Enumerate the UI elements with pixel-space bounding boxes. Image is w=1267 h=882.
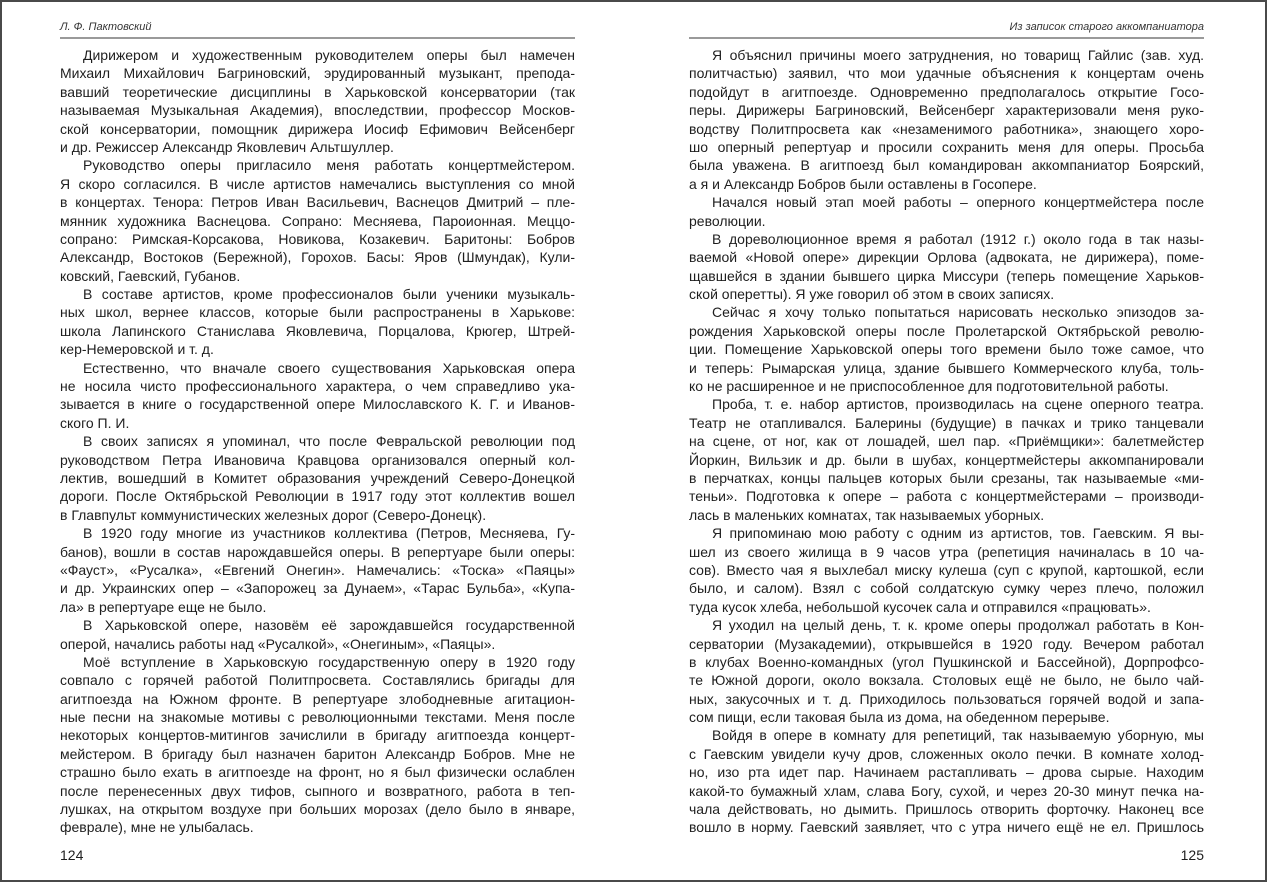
text-line: банов), вошли в состав нарождавшейся оперы. В репертуаре были оперы: (60, 543, 575, 560)
text-line: ваемой «Новой опере» дирекции Орлова (адвоката, не дирижера), поме- (689, 249, 1204, 266)
text-line: чала действовать, но дымить. Пришлось отворить форточку. Наконец все (689, 801, 1204, 818)
text-line: Я объяснил причины моего затруднения, но товарищ Гайлис (зав. худ. (712, 47, 1204, 63)
page-number: 125 (1180, 847, 1204, 863)
text-line: и др. Режиссер Александр Яковлевич Альтшуллер. (60, 138, 394, 155)
text-line: Начался новый этап моей работы – оперного концертмейстера после (712, 194, 1204, 211)
left-page (60, 0, 575, 882)
text-line: сом пищи, если таковая была из дома, на обеденном перерыве. (689, 709, 1110, 726)
text-line: руководством Петра Ивановича Кравцова организовался оперный кол- (60, 451, 575, 468)
text-line: некоторых концертов-митингов зачислили в бригаду агитпоезда концерт- (60, 727, 575, 744)
text-line: теньи». Подготовка к опере – работа с концертмейстерами – производи- (689, 488, 1204, 505)
header-rule (689, 37, 1204, 39)
text-line: но, изо рта идет пар. Начинаем растапливать – дрова сырые. Находим (689, 764, 1204, 781)
text-line: Александр, Востоков (Бережной), Горохов. Басы: Яров (Шмундак), Кули- (60, 249, 575, 266)
text-line: В дореволюционное время я работал (1912 г.) около года в так назы- (712, 230, 1204, 247)
text-line: в перчатках, концы пальцев которых были срезаны, так называемые «ми- (689, 469, 1204, 486)
text-line: В составе артистов, кроме профессионалов были ученики музыкаль- (83, 286, 575, 303)
text-line: в концертах. Тенора: Петров Иван Васильевич, Васнецов Дмитрий – пле- (60, 194, 575, 211)
text-line: не носила чисто профессионального характера, о чем справедливо ука- (60, 378, 575, 395)
text-line: на сцене, от ног, как от лошадей, шел пар. «Приёмщики»: балетмейстер (689, 433, 1204, 450)
text-line: называемая Музыкальная Академия), впоследствии, профессор Москов- (60, 102, 575, 119)
text-line: ской оперетты). Я уже говорил об этом в своих записях. (689, 286, 1055, 303)
text-line: ных школ, вернее классов, которые были распространены в Харькове: (60, 304, 575, 321)
paragraph (60, 653, 575, 837)
text-line: сов). Вместо чая я выхлебал миску кулеша (суп с крупой, картошкой, если (689, 561, 1204, 578)
page-number: 124 (60, 847, 84, 863)
text-line: Театр не отапливался. Балерины (будущие) в пачках и трико танцевали (689, 414, 1204, 431)
text-line: Руководство оперы пригласило меня работать концертмейстером. (83, 157, 575, 174)
text-line: дороги. После Октябрьской Революции в 1917 году этот коллектив вошел (60, 488, 575, 505)
text-line: лектив, вошедший в Комитет образования учреждений Северо-Донецкой (60, 469, 575, 486)
text-line: перы. Дирижеры Багриновский, Вейсенберг характеризовали меня руко- (689, 102, 1204, 119)
text-line: была уважена. В агитпоезд был командирован аккомпаниатор Боярский, (689, 157, 1204, 174)
text-line: мейстером. В бригаду был назначен баритон Александр Бобров. Мне не (60, 745, 575, 762)
text-line: мянник художника Васнецова. Сопрано: Месняева, Пароионная. Меццо- (60, 212, 575, 229)
text-line: Моё вступление в Харьковскую государственную оперу в 1920 году (83, 653, 575, 670)
text-line: лушках, на открытом воздухе при больших морозах (дело было в январе, (60, 801, 575, 818)
text-line: вошло в норму. Гаевский заявляет, что с утра ничего ещё не ел. Пришлось (689, 819, 1204, 836)
text-line: щавшейся в здании бывшего цирка Миссури (теперь помещение Харьков- (689, 267, 1204, 284)
text-line: шо оперный репертуар и просили сохранить меня для оперы. Просьба (689, 138, 1204, 155)
paragraph (60, 156, 575, 285)
text-line: ные песни на знакомые мотивы с революционными текстами. Меня после (60, 709, 575, 726)
paragraph (60, 616, 575, 653)
text-line: рождения Харьковской оперы после Пролетарской Октябрьской револю- (689, 322, 1204, 339)
paragraph (689, 303, 1204, 395)
running-head-title: Из записок старого аккомпаниатора (1009, 21, 1204, 33)
text-line: ко не расширенное и не приспособленное для подготовительной работы. (689, 378, 1169, 395)
text-line: и др. Украинских опер – «Запорожец за Дунаем», «Тарас Бульба», «Купа- (60, 580, 575, 597)
header-rule (60, 37, 575, 39)
text-line: и теперь: Рымарская улица, здание бывшего Коммерческого клуба, толь- (689, 359, 1204, 376)
text-line: шел из своего жилища в 9 часов утра (репетиция начиналась в 10 ча- (689, 543, 1204, 560)
text-line: Войдя в опере в комнату для репетиций, так называемую уборную, мы (712, 727, 1204, 744)
text-line: Сейчас я хочу только попытаться нарисовать несколько эпизодов за- (712, 304, 1204, 321)
text-line: ных, закусочных и т. д. Приходилось пользоваться горячей водой и запа- (689, 690, 1204, 707)
text-line: после перенесенных двух тифов, сыпного и возвратного, работа в теп- (60, 782, 575, 799)
text-line: ла» в репертуаре еще не было. (60, 598, 267, 615)
text-line: ции. Помещение Харьковской оперы того времени было тоже самое, что (689, 341, 1204, 358)
text-line: водству Политпросвета как «незаменимого работника», знающего хоро- (689, 120, 1204, 137)
text-line: зывается в книге о государственной опере Милославского К. Г. и Иванов- (60, 396, 575, 413)
text-line: туда кусок хлеба, небольшой кусочек сала и отправился «працювать». (689, 598, 1151, 615)
text-line: в Главпульт коммунистических железных дорог (Северо-Донецк). (60, 506, 487, 523)
text-line: школа Лапинского Станислава Яковлевича, Порцалова, Крюгер, Штрей- (60, 322, 575, 339)
text-line: Дирижером и художественным руководителем оперы был намечен (83, 47, 575, 63)
text-line: было, и салом). Взял с собой солдатскую сумку через плечо, положил (689, 580, 1204, 597)
paragraph (60, 46, 575, 156)
paragraph (689, 726, 1204, 836)
paragraph (60, 432, 575, 524)
text-line: серватории (Музакадемии), открывшейся в 1920 году. Вечером работал (689, 635, 1204, 652)
text-line: В 1920 году многие из участников коллектива (Петров, Месняева, Гу- (83, 525, 575, 542)
text-line: Я скоро согласился. В числе артистов намечались выступления со мной (60, 175, 575, 192)
text-line: лась в маленьких комнатах, так называемых уборных. (689, 506, 1045, 523)
text-line: «Фауст», «Русалка», «Евгений Онегин». Намечались: «Тоска» «Паяцы» (60, 561, 575, 578)
paragraph (60, 524, 575, 616)
text-line: агитпоезда на Южном фронте. В репертуаре злободневные агитацион- (60, 690, 575, 707)
text-line: а я и Александр Бобров были оставлены в Госопере. (689, 175, 1037, 192)
text-line: сопрано: Римская-Корсакова, Новикова, Козакевич. Баритоны: Бобров (60, 230, 575, 247)
text-line: Я уходил на целый день, т. к. кроме оперы продолжал работать в Кон- (712, 617, 1204, 634)
text-line: Я припоминаю мою работу с одним из артистов, тов. Гаевским. Я вы- (712, 525, 1204, 542)
text-line: Проба, т. е. набор артистов, производилась на сцене оперного театра. (712, 396, 1204, 413)
page-body (60, 46, 575, 837)
text-line: совпало с горячей работой Политпросвета. Составлялись бригады для (60, 672, 575, 689)
text-line: ской консерватории, помощник дирижера Иосиф Ефимович Вейсенберг (60, 120, 575, 137)
paragraph (60, 359, 575, 433)
paragraph (689, 46, 1204, 193)
text-line: с Гаевским увидели кучу дров, сложенных около печки. В комнате холод- (689, 745, 1204, 762)
paragraph (689, 230, 1204, 304)
text-line: те Южной дороги, около вокзала. Столовых ещё не было, не было чай- (689, 672, 1204, 689)
text-line: какой-то бумажный хлам, слава Богу, сухой, и через 20-30 минут печка на- (689, 782, 1204, 799)
text-line: страшно было ехать в агитпоезде на фронт, но я был физически ослаблен (60, 764, 575, 781)
paragraph (689, 616, 1204, 726)
running-head-author: Л. Ф. Пактовский (60, 21, 152, 33)
text-line: в клубах Военно-командных (угол Пушкинской и Бассейной), Дорпрофсо- (689, 653, 1204, 670)
paragraph (689, 193, 1204, 230)
text-line: Естественно, что вначале своего существования Харьковская опера (83, 359, 575, 376)
text-line: В своих записях я упоминал, что после Февральской революции под (83, 433, 575, 450)
text-line: Михаил Михайлович Багриновский, эрудированный музыкант, препода- (60, 65, 575, 82)
paragraph (60, 285, 575, 359)
text-line: кер-Немеровской и т. д. (60, 341, 214, 358)
page-body (689, 46, 1204, 837)
text-line: политчастью) заявил, что мои удачные объяснения к концертам очень (689, 65, 1204, 82)
text-line: оперой, начались работы над «Русалкой», «Онегиным», «Паяцы». (60, 635, 496, 652)
text-line: революции. (689, 212, 766, 229)
text-line: Йоркин, Вильзик и др. были в шубах, концертмейстеры аккомпанировали (689, 451, 1204, 468)
text-line: феврале), мне не улыбалась. (60, 819, 254, 836)
text-line: В Харьковской опере, назовём её зарождавшейся государственной (83, 617, 575, 634)
right-page (689, 0, 1204, 882)
paragraph (689, 395, 1204, 524)
text-line: ковский, Гаевский, Губанов. (60, 267, 241, 284)
paragraph (689, 524, 1204, 616)
text-line: ского П. И. (60, 414, 130, 431)
text-line: подойдут в агитпоезде. Одновременно предполагалось открытие Госо- (689, 83, 1204, 100)
text-line: вавший теоретические дисциплины в Харьковской консерватории (так (60, 83, 575, 100)
